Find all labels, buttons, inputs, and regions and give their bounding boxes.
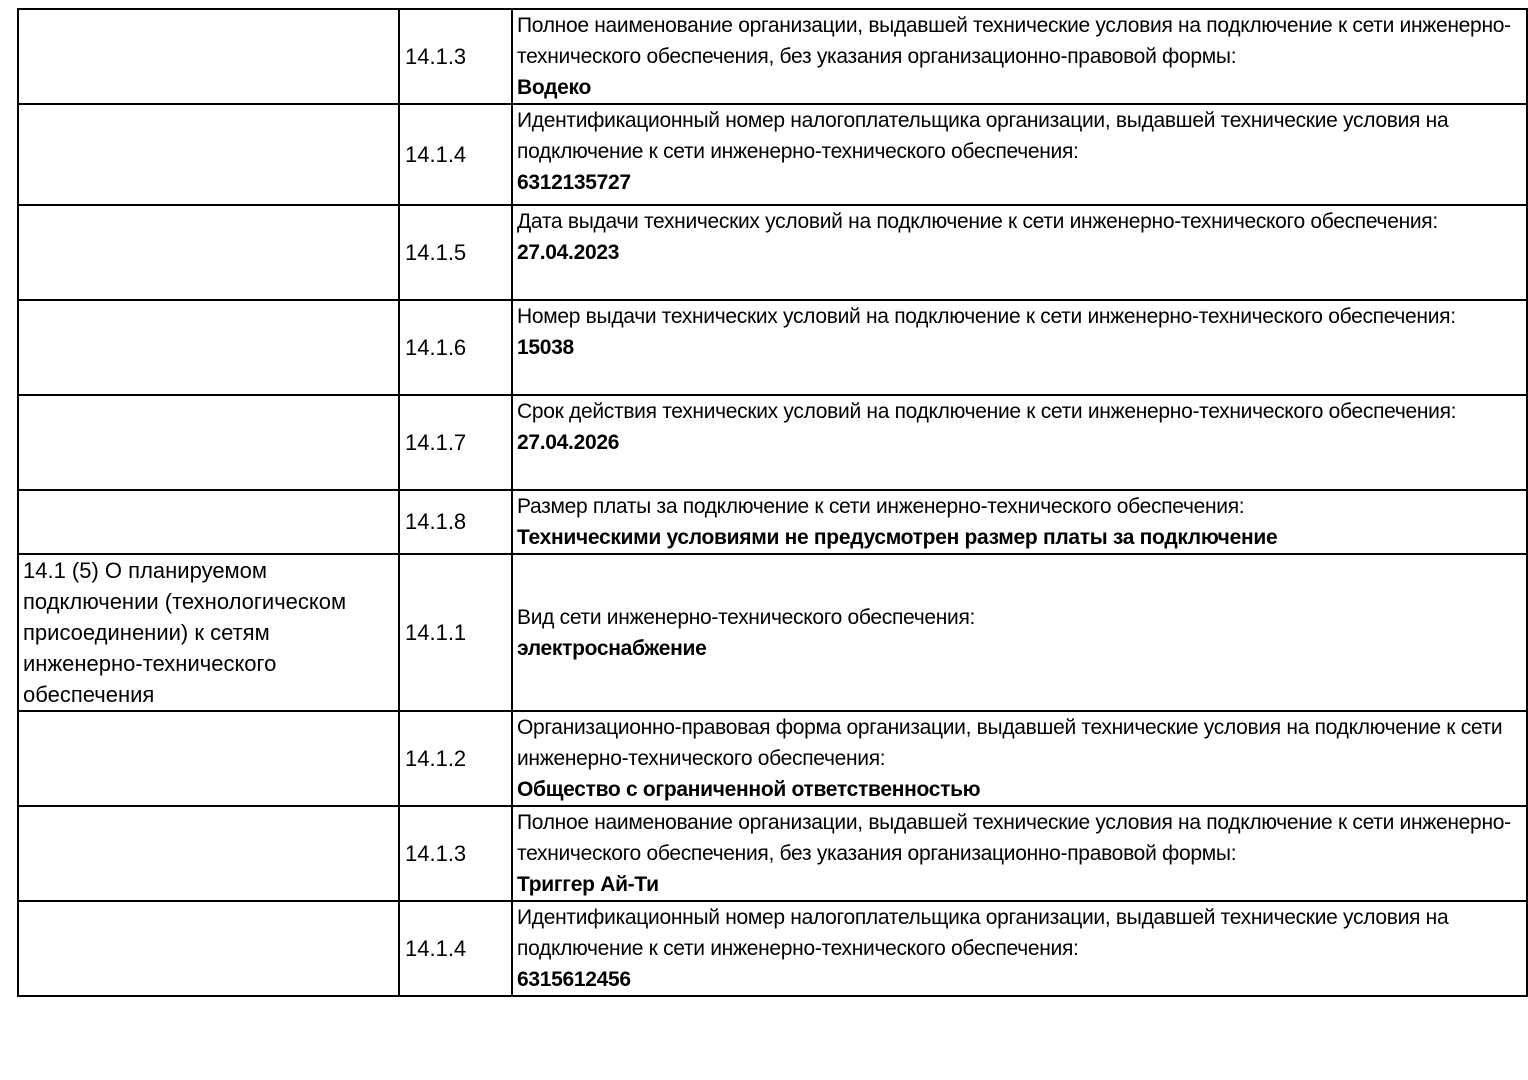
- field-value: Триггер Ай-Ти: [517, 873, 659, 896]
- field-label: Номер выдачи технических условий на подключение к сети инженерно-технического обеспечения:: [517, 305, 1456, 328]
- section-cell: [18, 901, 399, 996]
- table-row: [18, 901, 1527, 996]
- table-row: [18, 554, 1527, 711]
- table-row: [18, 711, 1527, 806]
- table-row: [18, 806, 1527, 901]
- description-cell: [512, 395, 1527, 490]
- section-cell: 14.1 (5) О планируемом подключении (технологическом присоединении) к сетям инженерно-технического обеспечения: [18, 554, 399, 711]
- table-row: [18, 490, 1527, 554]
- description-cell: [512, 300, 1527, 395]
- declaration-table: [17, 8, 1528, 997]
- description-cell: [512, 901, 1527, 996]
- field-label: Полное наименование организации, выдавшей технические условия на подключение к сети инженерно-технического обеспечения, без указания организационно-правовой формы:: [517, 14, 1511, 68]
- description-cell: [512, 806, 1527, 901]
- table-row: [18, 205, 1527, 300]
- description-cell: [512, 104, 1527, 205]
- field-label: Организационно-правовая форма организации, выдавшей технические условия на подключение к сети инженерно-технического обеспечения:: [517, 716, 1503, 770]
- section-cell: [18, 806, 399, 901]
- table-row: [18, 300, 1527, 395]
- description-cell: [512, 9, 1527, 104]
- field-value: электроснабжение: [517, 636, 707, 660]
- section-cell: [18, 300, 399, 395]
- section-cell: [18, 490, 399, 554]
- field-label: Вид сети инженерно-технического обеспечения:: [517, 605, 976, 629]
- declaration-table-body: [18, 9, 1527, 996]
- field-value: 6315612456: [517, 968, 631, 991]
- description-cell: [512, 554, 1527, 711]
- field-label: Дата выдачи технических условий на подключение к сети инженерно-технического обеспечения:: [517, 210, 1438, 233]
- field-value: Техническими условиями не предусмотрен размер платы за подключение: [517, 526, 1278, 549]
- field-label: Срок действия технических условий на подключение к сети инженерно-технического обеспечения:: [517, 400, 1457, 423]
- section-cell: [18, 9, 399, 104]
- field-label: Полное наименование организации, выдавшей технические условия на подключение к сети инженерно-технического обеспечения, без указания организационно-правовой формы:: [517, 811, 1511, 865]
- field-value: Водеко: [517, 76, 591, 99]
- field-value: 6312135727: [517, 171, 631, 194]
- field-value: 27.04.2023: [517, 241, 620, 264]
- table-row: [18, 9, 1527, 104]
- field-value: 15038: [517, 336, 574, 359]
- section-cell: [18, 205, 399, 300]
- field-value: Общество с ограниченной ответственностью: [517, 778, 981, 801]
- code-cell: 14.1.4: [399, 901, 512, 996]
- description-cell: [512, 205, 1527, 300]
- code-cell: 14.1.3: [399, 9, 512, 104]
- description-cell: [512, 711, 1527, 806]
- section-cell: [18, 395, 399, 490]
- code-cell: 14.1.5: [399, 205, 512, 300]
- code-cell: 14.1.1: [399, 554, 512, 711]
- table-row: [18, 395, 1527, 490]
- description-cell: [512, 490, 1527, 554]
- code-cell: 14.1.4: [399, 104, 512, 205]
- table-row: [18, 104, 1527, 205]
- code-cell: 14.1.6: [399, 300, 512, 395]
- field-label: Размер платы за подключение к сети инженерно-технического обеспечения:: [517, 495, 1245, 518]
- code-cell: 14.1.3: [399, 806, 512, 901]
- field-value: 27.04.2026: [517, 431, 620, 454]
- section-cell: [18, 711, 399, 806]
- code-cell: 14.1.8: [399, 490, 512, 554]
- field-label: Идентификационный номер налогоплательщика организации, выдавшей технические условия на подключение к сети инженерно-технического обеспечения:: [517, 109, 1449, 163]
- section-cell: [18, 104, 399, 205]
- code-cell: 14.1.7: [399, 395, 512, 490]
- field-label: Идентификационный номер налогоплательщика организации, выдавшей технические условия на подключение к сети инженерно-технического обеспечения:: [517, 906, 1449, 960]
- code-cell: 14.1.2: [399, 711, 512, 806]
